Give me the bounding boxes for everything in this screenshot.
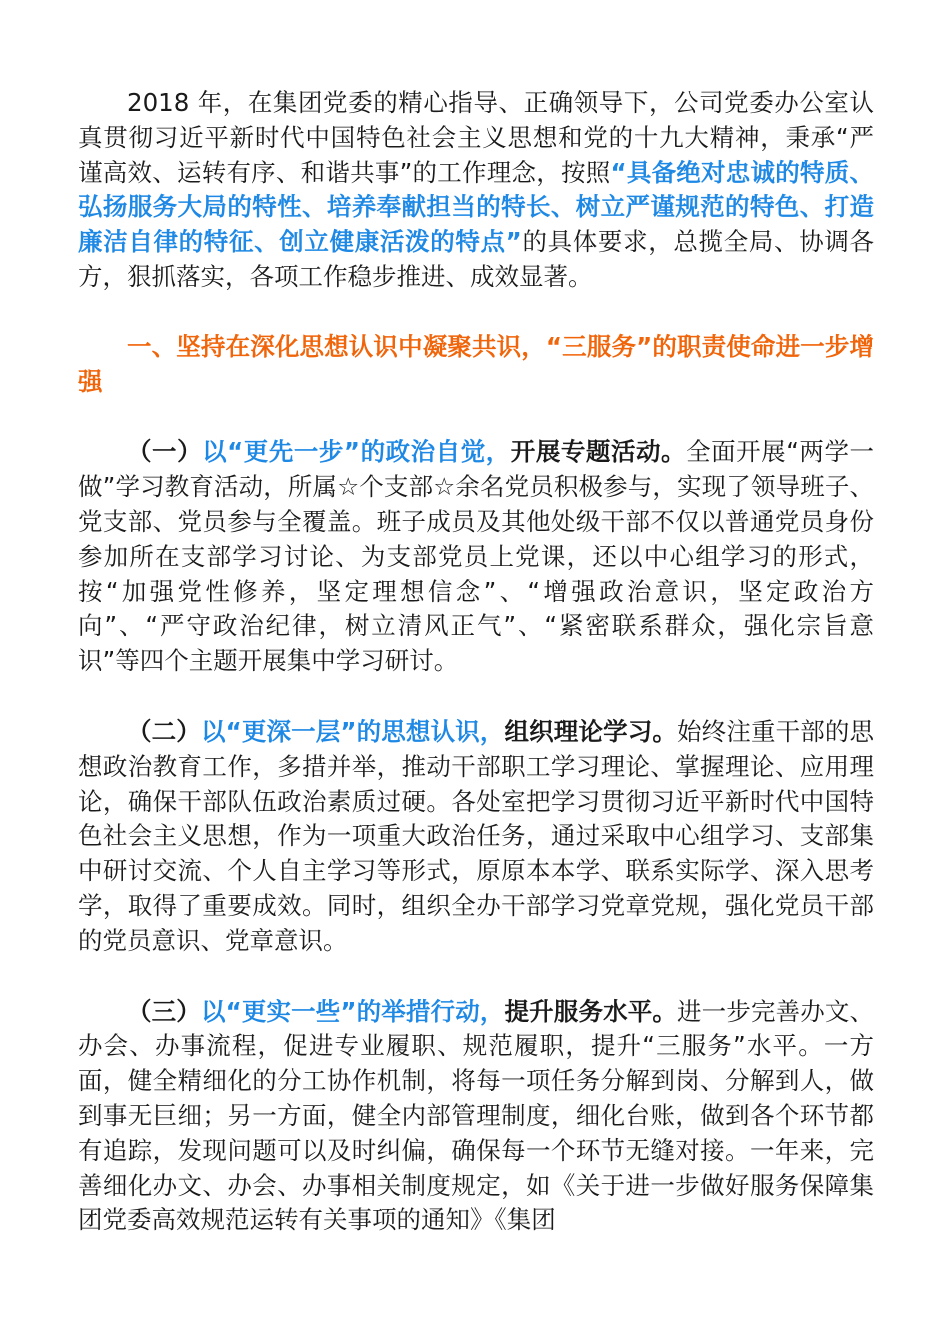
intro-highlight: “具备绝对忠诚的特质、弘扬服务大局的特性、培养奉献担当的特长、树立严谨规范的特色、打造廉洁自律的特征、创立健康活泼的特点” xyxy=(78,157,874,257)
subsection-3-title: 提升服务水平。 xyxy=(504,996,678,1026)
subsection-3-number: （三） xyxy=(127,996,201,1026)
subsection-2 xyxy=(78,715,874,959)
subsection-1-title: 开展专题活动。 xyxy=(510,437,687,467)
subsection-2-highlight: 以“更深一层”的思想认识， xyxy=(200,716,505,746)
intro-paragraph xyxy=(78,86,874,295)
subsection-3-body: 进一步完善办文、办会、办事流程，促进专业履职、规范履职，提升“三服务”水平。一方面，健全精细化的分工协作机制，将每一项任务分解到岗、分解到人，做到事无巨细；另一方面，健全内部管理制度，细化台账，做到各个环节都有追踪，发现问题可以及时纠偏，确保每一个环节无缝对接。一年来，完善细化办文、办会、办事相关制度规定，如《关于进一步做好服务保障集团党委高效规范运转有关事项的通知》《集团 xyxy=(78,996,875,1235)
subsection-1-number: （一） xyxy=(127,437,203,467)
subsection-2-title: 组织理论学习。 xyxy=(504,716,678,746)
subsection-3-highlight: 以“更实一些”的举措行动， xyxy=(200,996,505,1026)
subsection-1-highlight: 以“更先一步”的政治自觉， xyxy=(202,437,511,467)
subsection-2-body: 始终注重干部的思想政治教育工作，多措并举，推动干部职工学习理论、掌握理论、应用理论，确保干部队伍政治素质过硬。各处室把学习贯彻习近平新时代中国特色社会主义思想，作为一项重大政治任务，通过采取中心组学习、支部集中研讨交流、个人自主学习等形式，原原本本学、联系实际学、深入思考学，取得了重要成效。同时，组织全办干部学习党章党规，强化党员干部的党员意识、党章意识。 xyxy=(78,716,875,955)
section-heading-1: 一、坚持在深化思想认识中凝聚共识，“三服务”的职责使命进一步增强 xyxy=(78,331,874,396)
document-page xyxy=(78,86,874,1238)
intro-text-end: 的具体要求，总揽全局、协调各方，狠抓落实，各项工作稳步推进、成效显著。 xyxy=(78,227,875,291)
subsection-2-number: （二） xyxy=(127,716,201,746)
intro-text-start: 2018 年，在集团党委的精心指导、正确领导下，公司党委办公室认真贯彻习近平新时代中国特色社会主义思想和党的十九大精神，秉承“严谨高效、运转有序、和谐共事”的工作理念，按照 xyxy=(78,88,874,187)
subsection-1 xyxy=(78,435,874,679)
subsection-1-body: 全面开展“两学一做”学习教育活动，所属☆个支部☆余名党员积极参与，实现了领导班子、党支部、党员参与全覆盖。班子成员及其他处级干部不仅以普通党员身份参加所在支部学习讨论、为支部党员上党课，还以中心组学习的形式，按“加强党性修养，坚定理想信念”、“增强政治意识，坚定政治方向”、“严守政治纪律，树立清风正气”、“紧密联系群众，强化宗旨意识”等四个主题开展集中学习研讨。 xyxy=(78,437,875,676)
subsection-3 xyxy=(78,995,874,1239)
